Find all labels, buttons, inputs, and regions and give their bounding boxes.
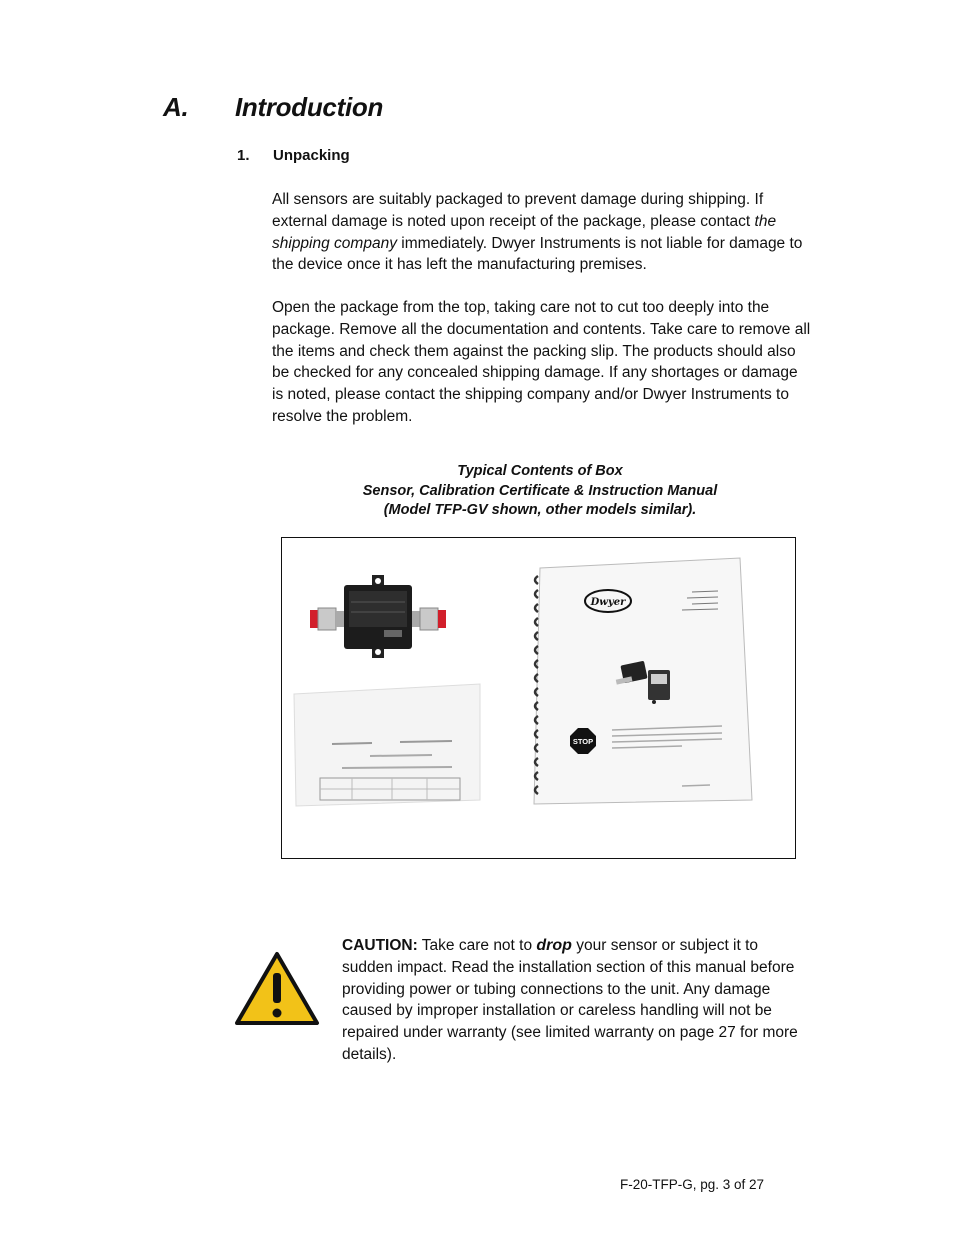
instruction-manual-image [534, 558, 752, 804]
figure-caption [282, 462, 798, 521]
subsection-title: Unpacking [273, 147, 350, 164]
calibration-certificate-image [294, 684, 480, 806]
flow-sensor-image [310, 575, 446, 658]
paragraph-text: All sensors are suitably packaged to prevent damage during shipping. If external damage is noted upon receipt of the package, please contact [272, 191, 764, 230]
caution-emphasis: drop [536, 937, 572, 954]
paragraph-shipping [272, 189, 812, 276]
caption-line: (Model TFP-GV shown, other models similar). [383, 502, 697, 519]
caution-text: your sensor or subject it to sudden impact. Read the installation section of this manual before providing power or tubing connections to the unit. Any damage caused by improper installation or careless handling will not be repaired under warranty (see limited warranty on page 27 for more details). [342, 937, 798, 1063]
section-title: Introduction [235, 92, 384, 122]
caution-label: CAUTION: [342, 937, 418, 954]
stop-sign-icon: STOP [572, 737, 594, 746]
caution-text: Take care not to [417, 937, 537, 954]
manual-brand-logo: Dwyer [590, 597, 626, 608]
caption-line: Typical Contents of Box [457, 463, 623, 479]
subsection-number: 1. [237, 147, 250, 164]
box-contents-illustration [282, 538, 794, 857]
box-contents-photo [281, 537, 796, 859]
section-number: A. [163, 92, 189, 122]
caption-line: Sensor, Calibration Certificate & Instruction Manual [362, 482, 718, 499]
subsection-heading [237, 147, 350, 164]
section-heading [163, 92, 383, 123]
caution-note [342, 935, 812, 1066]
page-footer: F-20-TFP-G, pg. 3 of 27 [620, 1177, 765, 1192]
paragraph-emphasis: the shipping company [272, 212, 777, 252]
warning-triangle-icon [234, 951, 320, 1027]
paragraph-unpacking: Open the package from the top, taking care not to cut too deeply into the package. Remove all the documentation and contents. Take care to remove all the items and check them against the packing slip. The products should also be checked for any concealed shipping damage. If any shortages or damage is noted, please contact the shipping company and/or Dwyer Instruments to resolve the problem. [272, 299, 811, 425]
paragraph-text: immediately. Dwyer Instruments is not liable for damage to the device once it has left the manufacturing premises. [272, 234, 803, 274]
